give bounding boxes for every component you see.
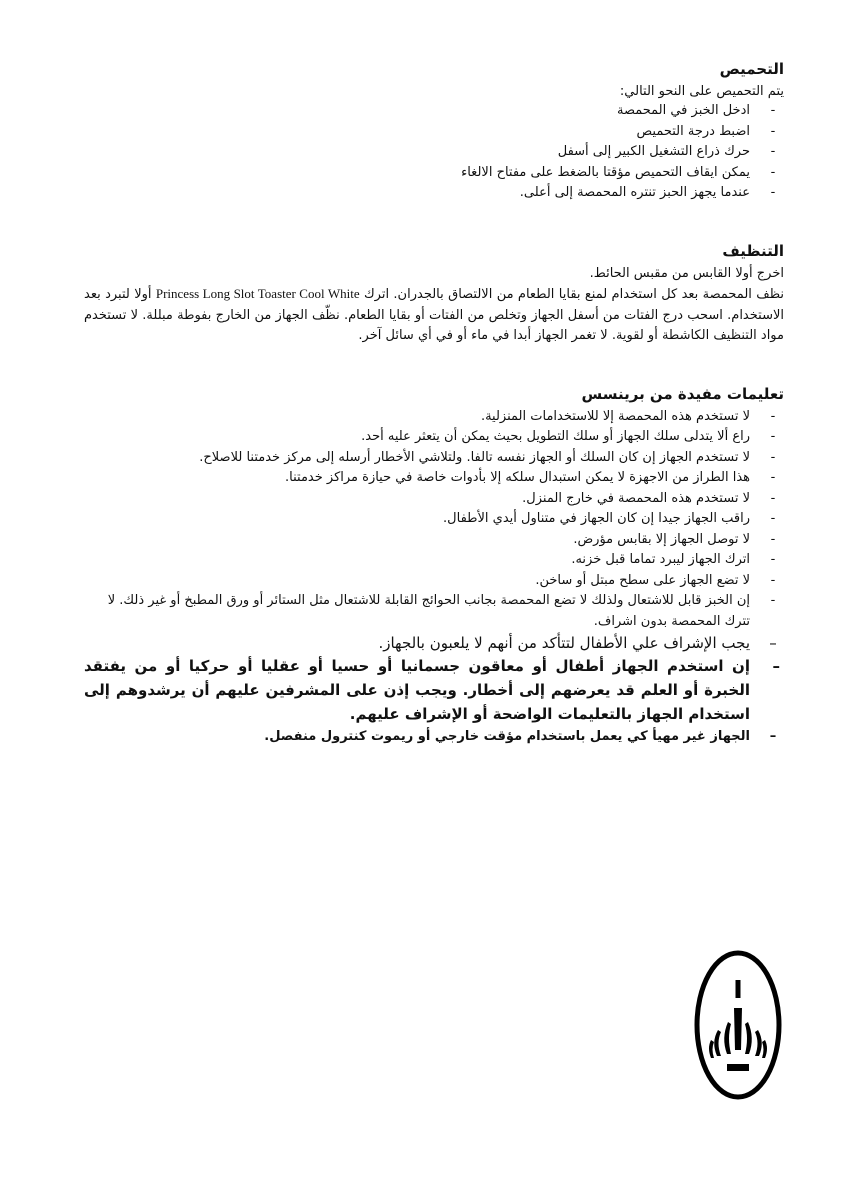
safety-warning: – إن استخدم الجهاز أطفال أو معاقون جسمانيا أو حسيا أو عقليا أو حركيا أو من يفتقد الخبرة أو العلم قد يعرضهم إلى أخطار. ويجب إذن على المشرفين عليهم أن يرشدوهم إلى استخدام الجهاز بالتعليمات الواضحة أو الإشراف عليهم. <box>84 654 784 726</box>
dash-marker: - <box>770 144 776 159</box>
toasting-section <box>84 58 784 204</box>
dash-marker: - <box>770 185 776 200</box>
toasting-intro: يتم التحميص على النحو التالي: <box>619 84 784 99</box>
princess-crown-logo-icon <box>694 950 782 1100</box>
list-item: - لا تستخدم الجهاز إن كان السلك أو الجهاز نفسه تالفا. ولتلاشي الأخطار أرسله إلى مركز خدمتنا للاصلاح. <box>84 448 784 469</box>
list-item: - يمكن ايقاف التحميص مؤقتا بالضغط على مفتاح الالغاء <box>84 163 784 184</box>
dash-marker: - <box>770 552 776 567</box>
list-item: - اضبط درجة التحميص <box>84 122 784 143</box>
list-item: - لا تستخدم هذه المحمصة إلا للاستخدامات المنزلية. <box>84 407 784 428</box>
cleaning-heading: التنظيف <box>722 241 784 260</box>
dash-marker: - <box>770 449 776 465</box>
list-item: - لا توصل الجهاز إلا بقابس مؤرض. <box>84 530 784 551</box>
list-item: - راقب الجهاز جيدا إن كان الجهاز في متناول أيدي الأطفال. <box>84 509 784 530</box>
dash-marker: - <box>770 593 776 608</box>
list-item: - راع ألا يتدلى سلك الجهاز أو سلك التطويل بحيث يمكن أن يتعثر عليه أحد. <box>84 427 784 448</box>
cleaning-unplug-text: اخرج أولا القابس من مقبس الحائط. <box>589 265 784 281</box>
cleaning-text-before: نظف المحمصة بعد كل استخدام لمنع بقايا الطعام من الالتصاق بالجدران. اترك <box>363 287 784 302</box>
list-item: - اترك الجهاز ليبرد تماما قبل خزنه. <box>84 550 784 571</box>
toasting-steps <box>84 101 784 204</box>
dash-marker: - <box>770 103 776 118</box>
dash-marker: – <box>769 729 777 744</box>
toasting-heading: التحميص <box>719 60 784 78</box>
dash-marker: - <box>770 531 776 547</box>
dash-marker: - <box>770 429 776 444</box>
dash-marker: - <box>770 164 776 180</box>
cleaning-section <box>84 240 784 347</box>
dash-marker: - <box>770 490 776 506</box>
tips-heading: تعليمات مفيدة من برينسس <box>581 384 784 403</box>
list-item: - حرك ذراع التشغيل الكبير إلى أسفل <box>84 142 784 163</box>
timer-note: – الجهاز غير مهيأ كي يعمل باستخدام مؤقت خارجي أو ريموت كنترول منفصل. <box>84 726 784 748</box>
list-item: - ادخل الخبز في المحمصة <box>84 101 784 122</box>
cleaning-text-after: أولا لتبرد بعد الاستخدام. اسحب درج الفتات من أسفل الجهاز وتخلص من الفتات أو بقايا الطعام. نظّف الجهاز من الخارج بفوطة مبللة. لا تستخدم مواد التنظيف الكاشطة أو لقوية. لا تغمر الجهاز أبدا في ماء أو في أي سائل آخر. <box>84 287 784 343</box>
dash-marker: - <box>770 408 776 424</box>
tips-list <box>84 407 784 749</box>
dash-marker: – <box>772 657 780 675</box>
tips-section <box>84 383 784 749</box>
dash-marker: - <box>770 123 776 139</box>
list-item: - إن الخبز قابل للاشتعال ولذلك لا تضع المحمصة بجانب الحوائج القابلة للاشتعال مثل الستائر أو ورق المطبخ أو غير ذلك. لا تترك المحمصة بدون اشراف. <box>84 591 784 632</box>
supervision-note: – يجب الإشراف علي الأطفال لتتأكد من أنهم لا يلعبون بالجهاز. <box>84 632 784 654</box>
list-item: - لا تضع الجهاز على سطح مبتل أو ساخن. <box>84 571 784 592</box>
list-item: - لا تستخدم هذه المحمصة في خارج المنزل. <box>84 489 784 510</box>
dash-marker: - <box>770 572 776 588</box>
dash-marker: - <box>770 470 776 485</box>
dash-marker: – <box>769 634 777 652</box>
page-content <box>84 58 784 748</box>
product-name: Princess Long Slot Toaster Cool White <box>155 286 360 301</box>
cleaning-paragraph <box>84 284 784 347</box>
list-item: - هذا الطراز من الاجهزة لا يمكن استبدال سلكه إلا بأدوات خاصة في حيازة مراكز خدمتنا. <box>84 468 784 489</box>
dash-marker: - <box>770 511 776 526</box>
list-item: - عندما يجهز الحبز تنتره المحمصة إلى أعلى. <box>84 183 784 204</box>
